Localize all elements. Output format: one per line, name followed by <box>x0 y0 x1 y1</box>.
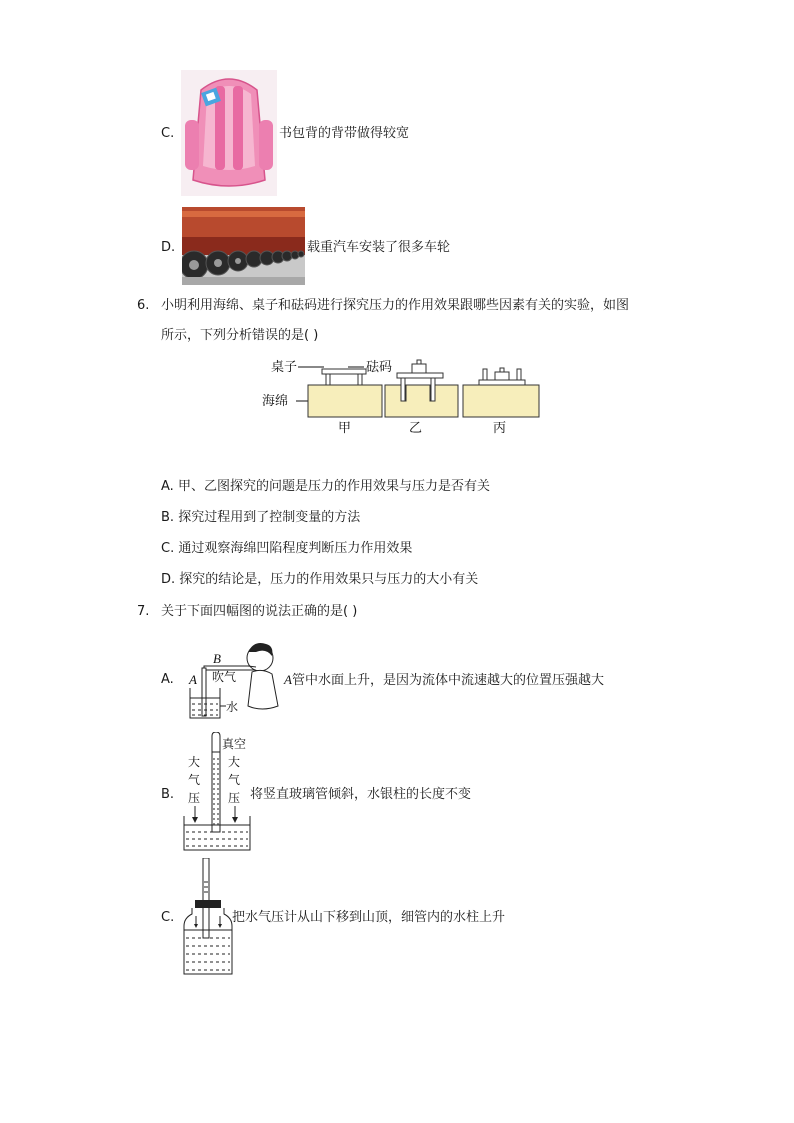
q6-option-a-letter: A. <box>161 479 174 494</box>
q6-option-b <box>161 509 360 527</box>
q7-option-c-text: 把水气压计从山下移到山顶，细管内的水柱上升 <box>232 910 506 925</box>
q7-option-b-text: 将竖直玻璃管倾斜，水银柱的长度不变 <box>250 787 472 802</box>
question-7-stem: 关于下面四幅图的说法正确的是( ) <box>161 604 358 619</box>
atm-left-2: 气 <box>188 773 201 787</box>
question-6-number: 6. <box>137 298 150 313</box>
q6-option-c <box>161 540 412 558</box>
q6-option-d <box>161 571 478 589</box>
q6-option-b-letter: B. <box>161 510 175 525</box>
q7-option-c-letter: C. <box>161 910 175 925</box>
truck-image <box>182 207 305 285</box>
atm-right-2: 气 <box>228 773 241 787</box>
blowing-tube-figure <box>182 636 282 722</box>
atm-left-3: 压 <box>188 791 201 805</box>
question-6-line2: 所示，下列分析错误的是( ) <box>161 328 319 343</box>
label-yi: 乙 <box>409 421 423 435</box>
q6-option-d-text: 探究的结论是，压力的作用效果只与压力的大小有关 <box>179 572 479 587</box>
label-water: 水 <box>226 700 239 714</box>
label-b: B <box>213 651 221 666</box>
label-table: 桌子 <box>271 360 298 375</box>
q6-option-c-text: 通过观察海绵凹陷程度判断压力作用效果 <box>178 541 413 556</box>
option-c-letter: C. <box>161 126 175 141</box>
option-d-text: 载重汽车安装了很多车轮 <box>307 240 451 255</box>
label-sponge: 海绵 <box>262 394 289 409</box>
q6-option-c-letter: C. <box>161 541 175 556</box>
label-a: A <box>189 672 197 687</box>
option-d-letter: D. <box>161 240 176 255</box>
question-7-number: 7. <box>137 604 150 619</box>
label-vacuum: 真空 <box>222 737 247 751</box>
question-6-line1: 小明利用海绵、桌子和砝码进行探究压力的作用效果跟哪些因素有关的实验，如图 <box>161 298 630 313</box>
label-weight: 砝码 <box>366 360 393 375</box>
option-c-text: 书包背的背带做得较宽 <box>279 126 410 141</box>
sponge-experiment-figure <box>258 355 543 435</box>
label-blow: 吹气 <box>212 670 237 684</box>
q6-option-d-letter: D. <box>161 572 176 587</box>
q6-option-b-text: 探究过程用到了控制变量的方法 <box>178 510 361 525</box>
q7-option-a-letter: A. <box>161 672 174 687</box>
atm-right-1: 大 <box>228 755 241 769</box>
torricelli-figure <box>182 732 254 852</box>
atm-left-1: 大 <box>188 755 201 769</box>
atm-right-3: 压 <box>228 791 241 805</box>
backpack-image <box>181 70 277 196</box>
q7-option-b-letter: B. <box>161 787 175 802</box>
q7-option-a-text <box>284 671 604 690</box>
q6-option-a-text: 甲、乙图探究的问题是压力的作用效果与压力是否有关 <box>177 479 490 494</box>
q6-option-a <box>161 478 490 496</box>
q7-option-a-body: 管中水面上升，是因为流体中流速越大的位置压强越大 <box>291 673 604 688</box>
label-jia: 甲 <box>338 421 352 435</box>
water-barometer-figure <box>182 858 234 978</box>
q7-option-a-italic-a: A <box>284 672 292 687</box>
label-bing: 丙 <box>493 421 507 435</box>
